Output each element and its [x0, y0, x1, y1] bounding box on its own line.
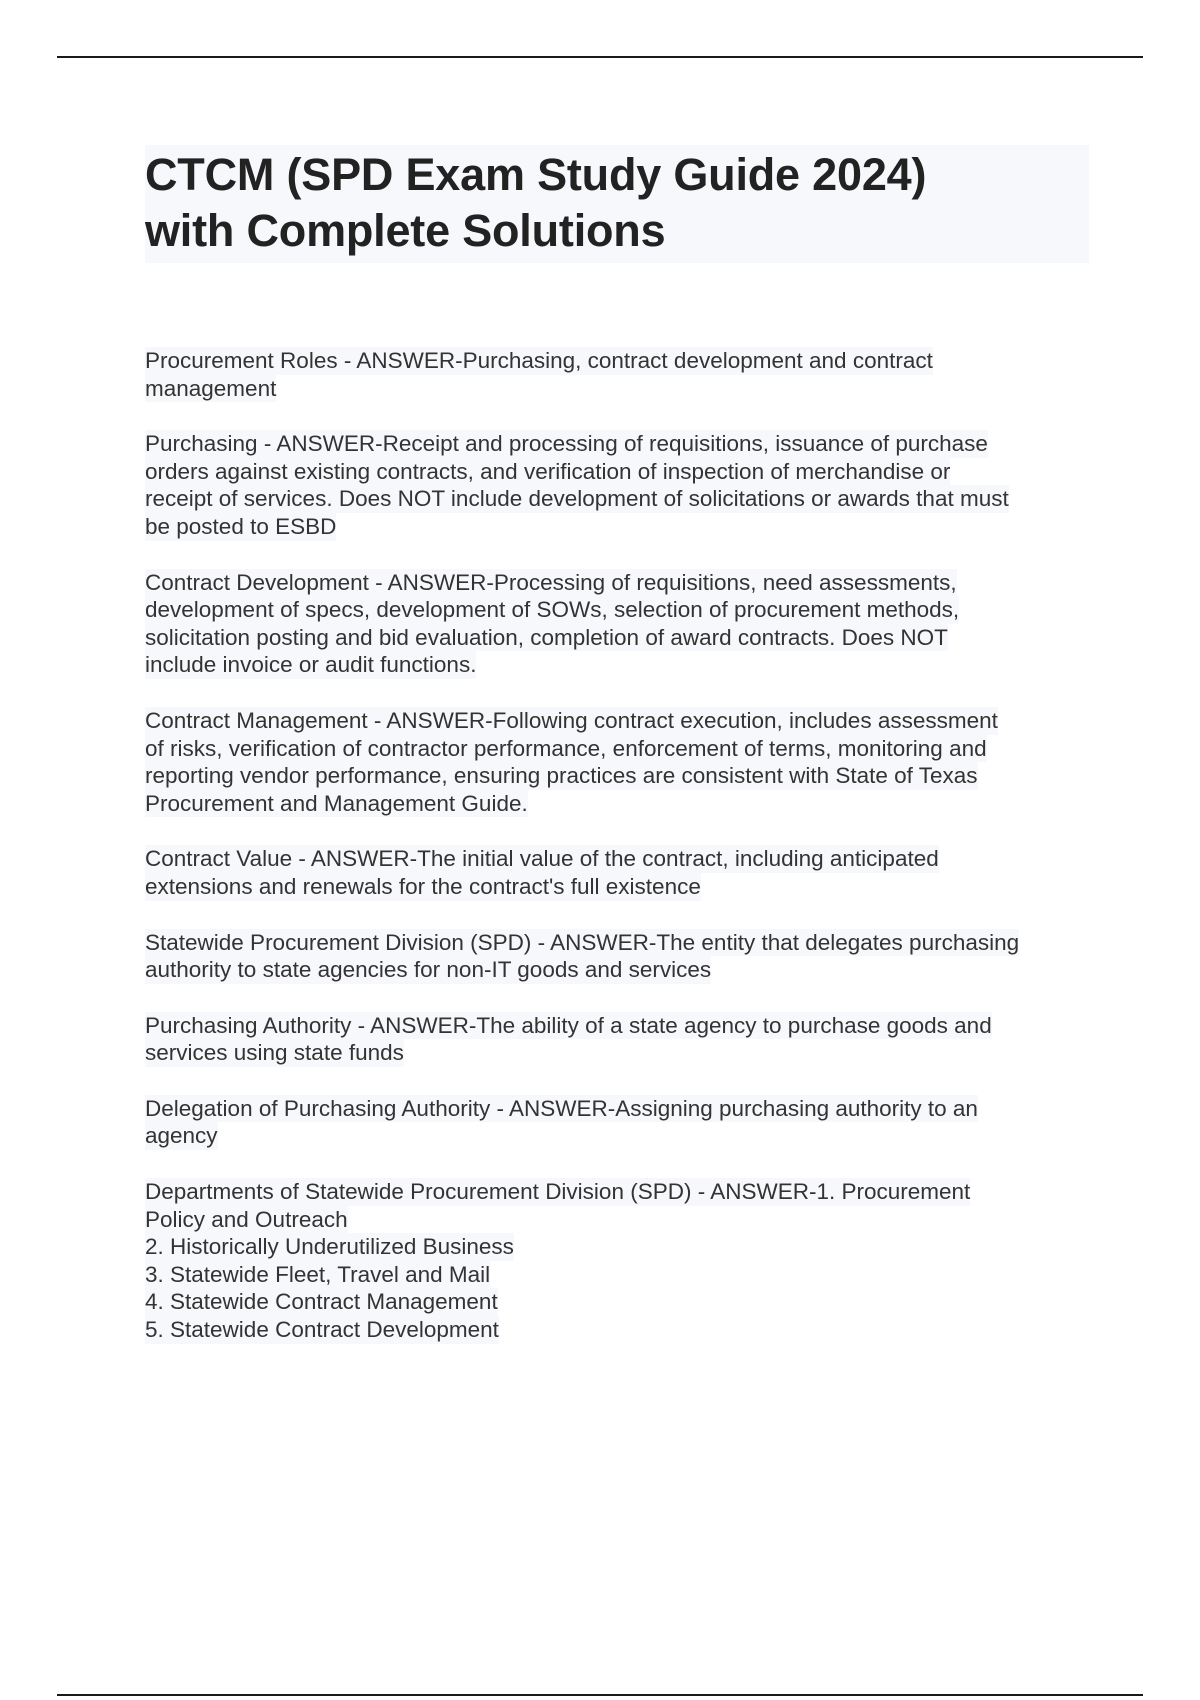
entry-line: Contract Development - ANSWER-Processing of requisitions, need assessments,	[145, 569, 957, 595]
qa-entry-purchasing	[145, 430, 1090, 540]
qa-entry-contract-management	[145, 707, 1090, 817]
document-page	[145, 145, 1090, 1372]
entry-line: management	[145, 375, 277, 401]
qa-entries	[145, 347, 1090, 1344]
entry-line: extensions and renewals for the contract's full existence	[145, 873, 701, 899]
document-title-block	[145, 145, 1089, 263]
entry-line: reporting vendor performance, ensuring practices are consistent with State of Texas	[145, 763, 978, 789]
entry-line: 5. Statewide Contract Development	[145, 1317, 499, 1343]
bottom-rule	[57, 1694, 1143, 1696]
entry-line: 4. Statewide Contract Management	[145, 1289, 498, 1315]
qa-entry-procurement-roles	[145, 347, 1090, 402]
entry-line: authority to state agencies for non-IT goods and services	[145, 957, 712, 983]
entry-line: receipt of services. Does NOT include development of solicitations or awards that must	[145, 486, 1009, 512]
entry-line: development of specs, development of SOWs, selection of procurement methods,	[145, 597, 960, 623]
document-title	[145, 147, 1089, 259]
top-rule	[57, 56, 1143, 58]
entry-line: solicitation posting and bid evaluation, completion of award contracts. Does NOT	[145, 624, 948, 650]
qa-entry-contract-development	[145, 569, 1090, 679]
qa-entry-departments-of-spd	[145, 1178, 1090, 1344]
entry-line: Purchasing Authority - ANSWER-The ability of a state agency to purchase goods and	[145, 1012, 992, 1038]
entry-line: 3. Statewide Fleet, Travel and Mail	[145, 1261, 491, 1287]
entry-line: Procurement Roles - ANSWER-Purchasing, contract development and contract	[145, 348, 933, 373]
entry-line: orders against existing contracts, and verification of inspection of merchandise or	[145, 458, 951, 484]
entry-line: Statewide Procurement Division (SPD) - ANSWER-The entity that delegates purchasing	[145, 929, 1020, 955]
qa-entry-statewide-procurement-division	[145, 929, 1090, 984]
qa-entry-delegation-of-purchasing-authority	[145, 1095, 1090, 1150]
entry-line: Policy and Outreach	[145, 1206, 348, 1232]
entry-line: Departments of Statewide Procurement Division (SPD) - ANSWER-1. Procurement	[145, 1179, 971, 1205]
entry-line: Contract Management - ANSWER-Following contract execution, includes assessment	[145, 707, 998, 733]
entry-line: include invoice or audit functions.	[145, 652, 477, 678]
title-line: with Complete Solutions	[145, 205, 666, 256]
entry-line: 2. Historically Underutilized Business	[145, 1234, 514, 1260]
qa-entry-contract-value	[145, 845, 1090, 900]
title-line: CTCM (SPD Exam Study Guide 2024)	[145, 149, 927, 200]
entry-line: services using state funds	[145, 1040, 404, 1066]
entry-line: agency	[145, 1123, 218, 1149]
entry-line: of risks, verification of contractor performance, enforcement of terms, monitoring and	[145, 735, 987, 761]
entry-line: Contract Value - ANSWER-The initial value of the contract, including anticipated	[145, 846, 939, 872]
entry-line: Procurement and Management Guide.	[145, 790, 528, 816]
qa-entry-purchasing-authority	[145, 1012, 1090, 1067]
entry-line: Purchasing - ANSWER-Receipt and processing of requisitions, issuance of purchase	[145, 431, 988, 457]
entry-line: be posted to ESBD	[145, 513, 337, 539]
entry-line: Delegation of Purchasing Authority - ANSWER-Assigning purchasing authority to an	[145, 1095, 978, 1121]
